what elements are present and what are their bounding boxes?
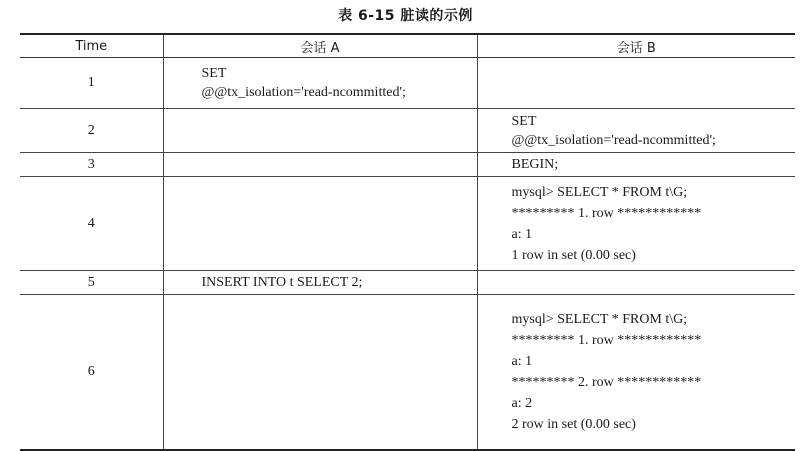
session-b-cell: [477, 153, 795, 177]
session-b-cell: [477, 58, 795, 109]
session-a-cell: [163, 58, 477, 109]
sql-line: 2 row in set (0.00 sec): [511, 417, 636, 432]
time-cell: 1: [87, 75, 95, 90]
sql-line: @@tx_isolation='read-ncommitted';: [511, 132, 716, 148]
header-row: [20, 34, 795, 58]
time-cell: 5: [87, 274, 95, 290]
table-row: [20, 109, 795, 153]
session-b-cell: [477, 295, 795, 451]
session-a-cell: [163, 153, 477, 177]
table-row: [20, 271, 795, 295]
table-caption: 表 6-15 脏读的示例: [338, 8, 473, 24]
table-row: [20, 295, 795, 451]
session-a-cell: [163, 109, 477, 153]
header-session-a: 会话 A: [163, 34, 477, 58]
sql-line: mysql> SELECT * FROM t\G;: [511, 184, 688, 200]
time-cell: 6: [87, 364, 95, 379]
sql-line: a: 2: [511, 396, 533, 411]
sql-line: ********* 2. row ************: [511, 375, 702, 390]
table-row: [20, 58, 795, 109]
sql-line: a: 1: [511, 226, 533, 242]
sql-line: INSERT INTO t SELECT 2;: [201, 275, 363, 290]
table-row: [20, 153, 795, 177]
sql-line: BEGIN;: [511, 157, 559, 172]
session-b-cell: [477, 177, 795, 271]
header-session-b: 会话 B: [477, 34, 795, 58]
time-cell: 2: [87, 122, 95, 138]
sql-line: ********* 1. row ************: [511, 205, 702, 221]
session-b-cell: [477, 109, 795, 153]
sql-line: mysql> SELECT * FROM t\G;: [511, 312, 688, 327]
time-cell: 3: [87, 156, 95, 172]
header-time: Time: [75, 38, 108, 54]
dirty-read-table: [20, 33, 795, 451]
sql-line: ********* 1. row ************: [511, 333, 702, 348]
time-cell: 4: [87, 215, 95, 231]
session-b-cell: [477, 271, 795, 295]
table-row: [20, 177, 795, 271]
sql-line: a: 1: [511, 354, 533, 369]
sql-line: SET: [201, 66, 227, 81]
session-a-cell: [163, 295, 477, 451]
sql-line: SET: [511, 113, 537, 129]
sql-line: @@tx_isolation='read-ncommitted';: [201, 85, 406, 100]
sql-line: 1 row in set (0.00 sec): [511, 247, 636, 263]
session-a-cell: [163, 177, 477, 271]
session-a-cell: [163, 271, 477, 295]
